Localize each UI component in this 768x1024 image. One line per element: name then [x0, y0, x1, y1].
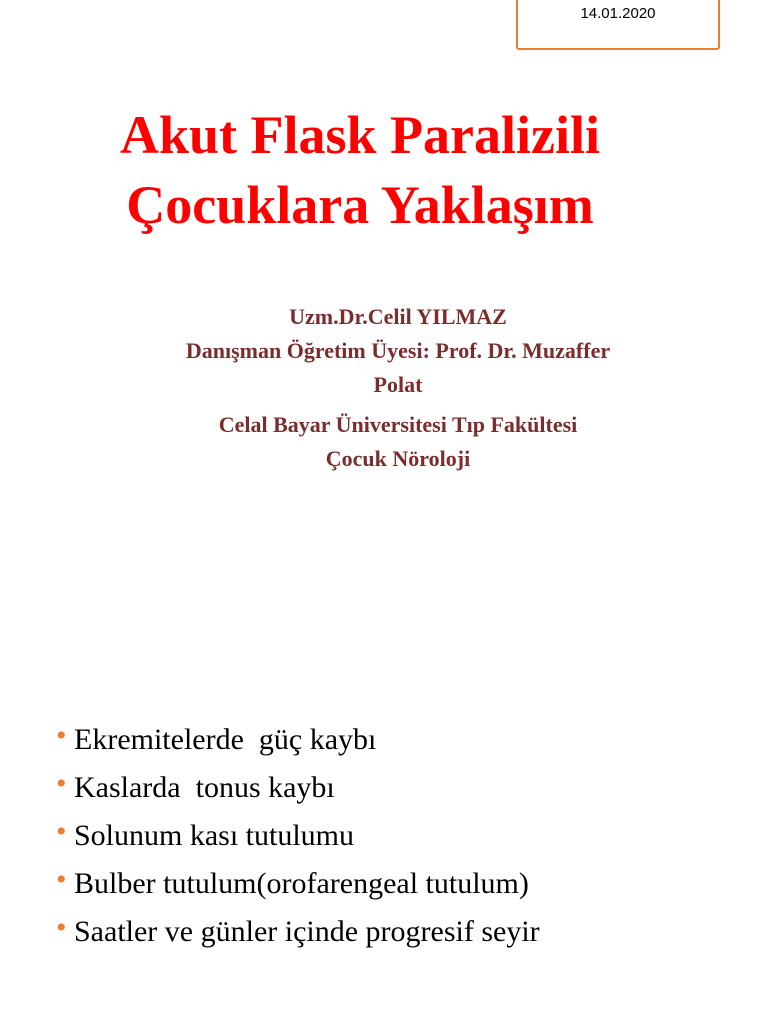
- advisor-line-1: Danışman Öğretim Üyesi: Prof. Dr. Muzaffer: [185, 338, 611, 363]
- author-name: Uzm.Dr.Celil YILMAZ: [289, 304, 507, 329]
- bullet-dot-icon: •: [56, 767, 67, 800]
- bullet-item: [56, 764, 756, 812]
- bullet-text: Bulber tutulum(orofarengeal tutulum): [74, 867, 529, 900]
- bullet-dot-icon: •: [56, 719, 67, 752]
- bullet-item: [56, 812, 756, 860]
- title-line-1: Akut Flask Paralizili: [119, 105, 600, 165]
- advisor-line-2: Polat: [373, 372, 423, 397]
- bullet-text: Ekremitelerde güç kaybı: [74, 723, 377, 756]
- date-text: 14.01.2020: [580, 5, 656, 22]
- bullet-item: [56, 716, 756, 764]
- title-line-2: Çocuklara Yaklaşım: [126, 175, 594, 235]
- subtitle-block: [118, 300, 678, 476]
- bullet-text: Kaslarda tonus kaybı: [74, 771, 335, 804]
- date-box: [516, 0, 720, 50]
- bullet-dot-icon: •: [56, 815, 67, 848]
- institution-name: Celal Bayar Üniversitesi Tıp Fakültesi: [218, 412, 578, 437]
- bullet-text: Solunum kası tutulumu: [74, 819, 355, 852]
- bullet-item: [56, 908, 756, 956]
- bullet-dot-icon: •: [56, 863, 67, 896]
- department-name: Çocuk Nöroloji: [325, 446, 471, 471]
- bullet-text: Saatler ve günler içinde progresif seyir: [74, 915, 540, 948]
- bullet-list: [56, 716, 756, 956]
- bullet-dot-icon: •: [56, 911, 67, 944]
- bullet-item: [56, 860, 756, 908]
- slide-title: [40, 100, 680, 240]
